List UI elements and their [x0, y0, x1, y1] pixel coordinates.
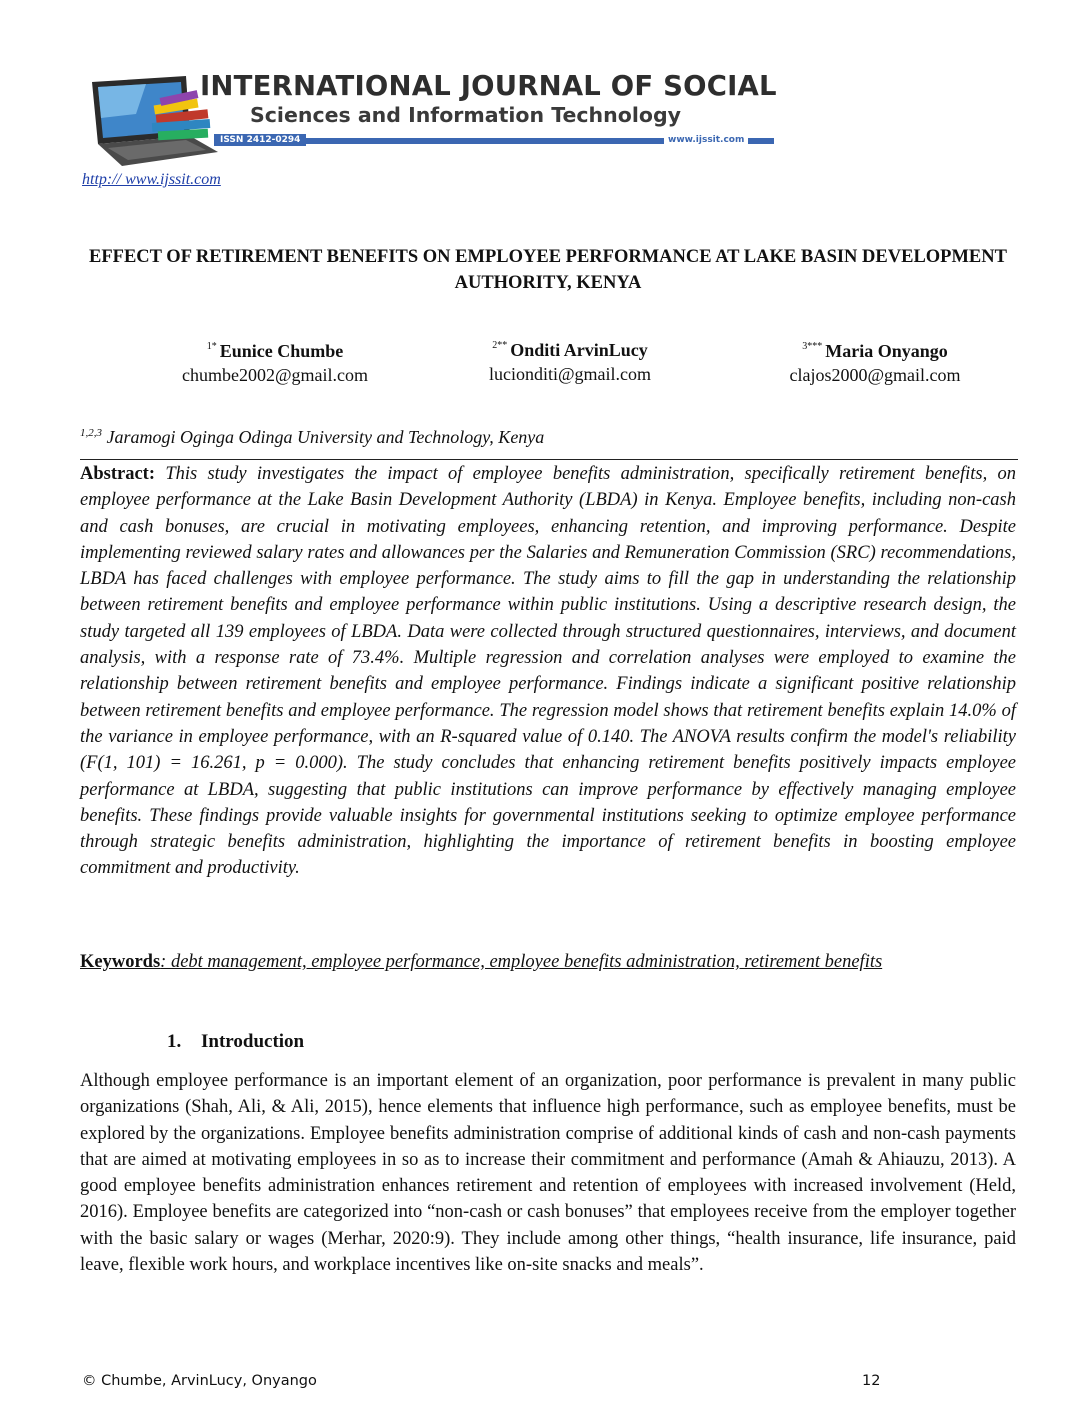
- paper-title: EFFECT OF RETIREMENT BENEFITS ON EMPLOYEE PERFORMANCE AT LAKE BASIN DEVELOPMENT AUTHORITY, KENYA: [89, 247, 1007, 293]
- author-name: Onditi ArvinLucy: [510, 340, 648, 360]
- author-name: Eunice Chumbe: [219, 341, 344, 361]
- affiliation-marker: 1,2,3: [80, 427, 102, 439]
- author-block: [750, 335, 1000, 387]
- section-title: Introduction: [201, 1031, 305, 1052]
- keywords-label: Keywords: [80, 952, 161, 972]
- author-block: [150, 335, 400, 387]
- abstract-divider: [80, 459, 1018, 460]
- section-number: 1.: [167, 1031, 182, 1052]
- author-marker: 3***: [802, 341, 823, 352]
- author-name: Maria Onyango: [825, 341, 948, 361]
- author-block: [450, 334, 690, 386]
- affiliation-text: Jaramogi Oginga Odinga University and Technology, Kenya: [106, 427, 545, 447]
- intro-paragraph: Although employee performance is an important element of an organization, poor performance is prevalent in many public organizations (Shah, Ali, & Ali, 2015), hence elements that influence high performance, such as employee benefits, must be explored by the organizations. Employee benefits administration comprise of additional kinds of cash and non-cash payments that are aimed at motivating employees in so as to increase their commitment and performance (Amah & Ahiauzu, 2013). A good employee benefits administration enhances retirement and retention of employees with increased involvement (Held, 2016). Employee benefits are categorized into “non-cash or cash bonuses” that employees receive from the employer together with the basic salary or wages (Merhar, 2020:9). They include among other things, “health insurance, life insurance, paid leave, flexible work hours, and workplace incentives like on-site snacks and meals”.: [80, 1071, 1016, 1276]
- journal-issn: ISSN 2412-0294: [214, 134, 306, 146]
- abstract: [80, 461, 1016, 882]
- journal-banner: [82, 70, 844, 170]
- affiliation: [80, 427, 544, 448]
- author-marker: 2**: [492, 340, 508, 351]
- journal-name: INTERNATIONAL JOURNAL OF SOCIAL: [200, 70, 777, 102]
- section-heading: [167, 1031, 304, 1053]
- journal-subtitle: Sciences and Information Technology: [250, 103, 681, 127]
- journal-website: www.ijssit.com: [664, 134, 748, 146]
- author-email: lucionditi@gmail.com: [488, 364, 652, 384]
- journal-url-link[interactable]: http:// www.ijssit.com: [82, 171, 221, 188]
- abstract-text: This study investigates the impact of employee benefits administration, specifically retirement benefits, on employee performance at the Lake Basin Development Authority (LBDA) in Kenya. Employee benefits, including non-cash and cash bonuses, are crucial in motivating employees, enhancing retention, and improving performance. Despite implementing reviewed salary rates and allowances per the Salaries and Remuneration Commission (SRC) recommendations, LBDA has faced challenges with employee performance. The study aims to fill the gap in understanding the relationship between retirement benefits and employee performance within public institutions. Using a descriptive research design, the study targeted all 139 employees of LBDA. Data were collected through structured questionnaires, interviews, and document analysis, with a response rate of 73.4%. Multiple regression and correlation analyses were employed to examine the relationship between retirement benefits and employee performance. Findings indicate a significant positive relationship between retirement benefits and employee performance. The regression model shows that retirement benefits explain 14.0% of the variance in employee performance, with an R-squared value of 0.140. The ANOVA results confirm the model's reliability (F(1, 101) = 16.261, p = 0.000). The study concludes that enhancing retirement benefits positively impacts employee performance at LBDA, suggesting that public institutions can improve performance by effectively managing employee benefits. These findings provide valuable insights for governmental institutions seeking to optimize employee performance through strategic benefits administration, highlighting the importance of retirement benefits in boosting employee commitment and productivity.: [80, 464, 1016, 879]
- abstract-label: Abstract:: [80, 464, 156, 484]
- keywords-list: : debt management, employee performance, employee benefits administration, retirement benefits: [160, 952, 883, 972]
- keywords: [80, 952, 1016, 973]
- footer-copyright: © Chumbe, ArvinLucy, Onyango: [82, 1373, 317, 1389]
- author-marker: 1*: [206, 341, 217, 352]
- author-email: chumbe2002@gmail.com: [181, 365, 369, 385]
- author-email: clajos2000@gmail.com: [789, 365, 961, 385]
- page-number: 12: [862, 1373, 881, 1389]
